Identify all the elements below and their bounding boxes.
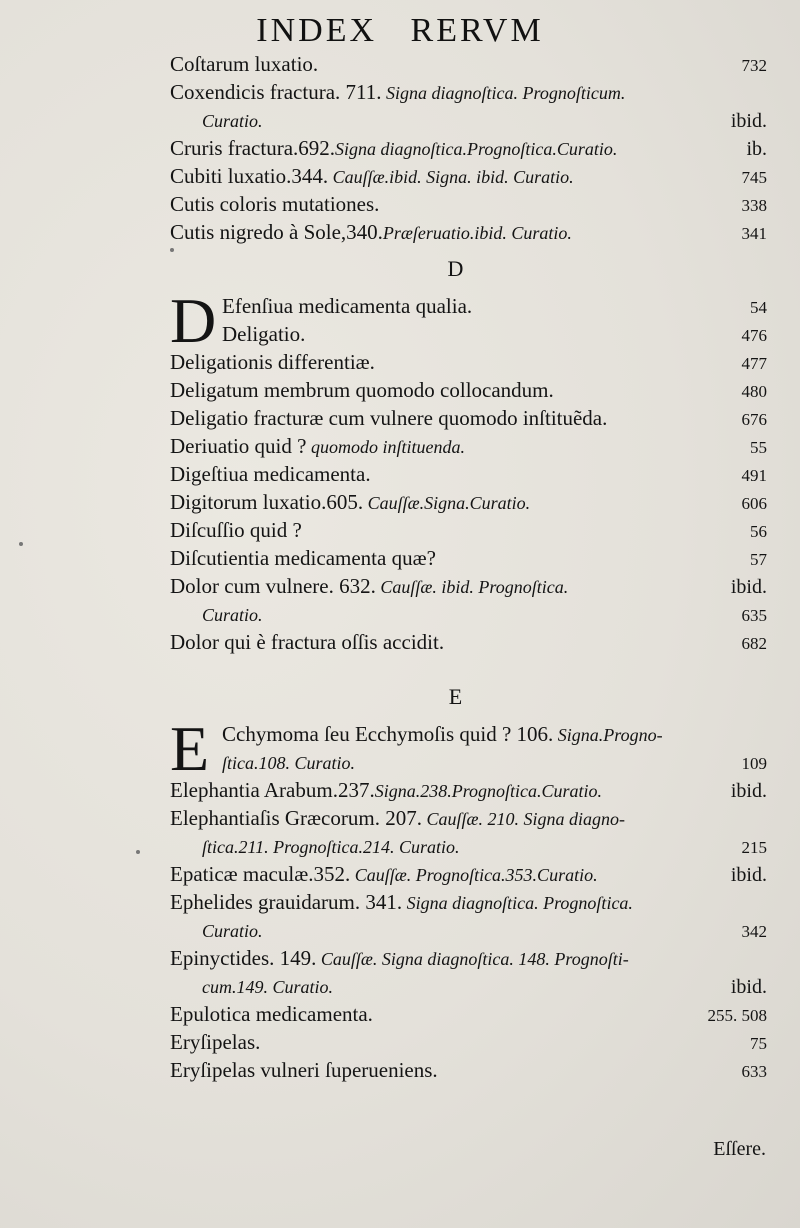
page-reference: 635	[741, 606, 767, 625]
entry-text	[170, 162, 732, 191]
entry-text	[170, 460, 732, 488]
index-entry	[170, 460, 767, 488]
page-reference: ibid.	[730, 576, 767, 598]
index-entry	[170, 218, 767, 246]
page-reference: 55	[750, 438, 767, 457]
page-reference: 682	[741, 634, 767, 653]
page-reference: 109	[741, 754, 767, 773]
page-reference: 215	[741, 838, 767, 857]
page-reference: 745	[741, 168, 767, 187]
entry-text	[170, 944, 757, 973]
index-entry	[170, 832, 767, 860]
index-entry	[170, 544, 767, 572]
entry-subterms: Signa.238.Prognoſtica.Curatio.	[374, 781, 603, 801]
entry-text	[170, 404, 732, 432]
entry-term: Digeſtiua medicamenta.	[170, 462, 371, 486]
margin-mark	[170, 248, 174, 252]
entry-term: Coxendicis fractura. 711.	[170, 80, 382, 104]
entry-text	[170, 292, 740, 320]
page-reference: 732	[741, 56, 767, 75]
page-reference: 633	[741, 1062, 767, 1081]
page-reference: 491	[741, 466, 767, 485]
index-entry	[170, 348, 767, 376]
page-reference: 57	[750, 550, 767, 569]
entry-term: Elephantia Arabum.237.	[170, 778, 375, 802]
entry-text	[170, 320, 732, 348]
entry-text	[170, 190, 732, 218]
entry-text	[170, 720, 757, 749]
entry-subterms: Cauſſæ. Signa diagnoſtica. 148. Prognoſti-	[316, 949, 629, 969]
entry-term: Efenſiua medicamenta qualia.	[222, 294, 473, 318]
index-entry	[170, 888, 767, 916]
entry-term: Cubiti luxatio.344.	[170, 164, 329, 188]
index-entry	[170, 404, 767, 432]
entry-term: Cutis coloris mutationes.	[170, 192, 380, 216]
entry-text	[170, 776, 721, 805]
entry-text	[170, 78, 757, 107]
entry-term: Deriuatio quid ?	[170, 434, 307, 458]
entry-text	[170, 600, 732, 629]
page-reference: ibid.	[730, 780, 767, 802]
entry-text	[170, 888, 757, 917]
entry-subterms: Curatio.	[202, 111, 263, 131]
entry-term: Deligationis differentiæ.	[170, 350, 375, 374]
entry-text	[170, 516, 740, 544]
entry-text	[170, 1000, 698, 1028]
index-entry	[170, 50, 767, 78]
entry-text	[170, 218, 732, 247]
header-word-rervm: RERVM	[410, 12, 544, 49]
entries-d-group	[170, 285, 767, 656]
entry-text	[170, 348, 732, 376]
margin-mark	[19, 542, 23, 546]
entry-subterms: quomodo inſtituenda.	[306, 437, 465, 457]
page-reference: ib.	[746, 138, 767, 160]
entry-term: Diſcutientia medicamenta quæ?	[170, 546, 436, 570]
entry-text	[170, 572, 721, 601]
index-entry	[170, 572, 767, 600]
page-reference: 338	[741, 196, 767, 215]
section-letter-e: E	[448, 684, 463, 709]
entry-text	[170, 432, 740, 461]
index-entry	[170, 162, 767, 190]
entry-subterms: cum.149. Curatio.	[202, 977, 334, 997]
index-entry	[170, 78, 767, 106]
index-entry	[170, 1028, 767, 1056]
entry-text	[170, 134, 736, 163]
page-reference: 75	[750, 1034, 767, 1053]
page-reference: 56	[750, 522, 767, 541]
entry-text	[170, 106, 721, 135]
entry-text	[170, 748, 732, 777]
entry-subterms: Cauſſæ. Prognoſtica.353.Curatio.	[350, 865, 598, 885]
page-reference: 54	[750, 298, 767, 317]
entry-text	[170, 1056, 732, 1084]
index-entry	[170, 488, 767, 516]
page-reference: 676	[741, 410, 767, 429]
entry-subterms: Curatio.	[202, 921, 263, 941]
entry-term: Deligatum membrum quomodo collocandum.	[170, 378, 554, 402]
entry-subterms: Præſeruatio.ibid. Curatio.	[382, 223, 572, 243]
entry-text	[170, 804, 757, 833]
running-header	[0, 12, 800, 50]
index-entry	[170, 944, 767, 972]
catchword: Eſſere.	[713, 1138, 766, 1160]
entry-term: Dolor qui è fractura oſſis accidit.	[170, 630, 445, 654]
entry-text	[170, 628, 732, 656]
entry-text	[170, 832, 732, 861]
entry-term: Coſtarum luxatio.	[170, 52, 319, 76]
entry-subterms: Cauſſæ. ibid. Prognoſtica.	[375, 577, 569, 597]
header-word-index: INDEX	[256, 12, 378, 49]
index-entry	[170, 376, 767, 404]
index-entry	[170, 916, 767, 944]
entry-subterms: Curatio.	[202, 605, 263, 625]
entry-term: Eryſipelas.	[170, 1030, 261, 1054]
index-entry	[170, 106, 767, 134]
index-entry	[170, 776, 767, 804]
entry-text	[170, 860, 721, 889]
entry-term: Digitorum luxatio.605.	[170, 490, 364, 514]
page-reference: 606	[741, 494, 767, 513]
entry-term: Cutis nigredo à Sole,340.	[170, 220, 383, 244]
entry-term: Cchymoma ſeu Ecchymoſis quid ? 106.	[222, 722, 554, 746]
index-entry	[170, 1000, 767, 1028]
entry-subterms: Signa.Progno-	[553, 725, 663, 745]
index-entry	[170, 804, 767, 832]
entry-term: Epulotica medicamenta.	[170, 1002, 373, 1026]
drop-capital: E	[170, 713, 210, 784]
index-entry	[170, 748, 767, 776]
entry-text	[170, 916, 732, 945]
page-reference: 255. 508	[707, 1006, 767, 1025]
entry-term: Dolor cum vulnere. 632.	[170, 574, 376, 598]
entry-subterms: Cauſſæ.ibid. Signa. ibid. Curatio.	[328, 167, 574, 187]
entry-subterms: Cauſſæ.Signa.Curatio.	[363, 493, 531, 513]
page-reference: 341	[741, 224, 767, 243]
section-letter-d: D	[447, 256, 464, 281]
entry-text	[170, 376, 732, 404]
entry-term: Eryſipelas vulneri ſuperueniens.	[170, 1058, 438, 1082]
index-entry	[170, 190, 767, 218]
entry-text	[170, 972, 721, 1001]
index-entry	[170, 432, 767, 460]
entry-term: Deligatio fracturæ cum vulnere quomodo inſtituẽda.	[170, 406, 608, 430]
index-entry	[170, 134, 767, 162]
entry-term: Diſcuſſio quid ?	[170, 518, 302, 542]
page-reference: 477	[741, 354, 767, 373]
index-entries	[170, 50, 767, 1084]
index-entry	[170, 860, 767, 888]
entry-term: Epinyctides. 149.	[170, 946, 317, 970]
index-entry	[170, 600, 767, 628]
entry-subterms: Signa diagnoſtica.Prognoſtica.Curatio.	[335, 139, 618, 159]
entries-c-group	[170, 50, 767, 246]
entry-text	[170, 1028, 740, 1056]
page-reference: 480	[741, 382, 767, 401]
entry-subterms: ſtica.108. Curatio.	[222, 753, 356, 773]
page-reference: ibid.	[730, 864, 767, 886]
entry-text	[170, 544, 740, 572]
entry-term: Epaticæ maculæ.352.	[170, 862, 351, 886]
index-entry	[170, 972, 767, 1000]
page-reference: ibid.	[730, 110, 767, 132]
index-entry	[170, 1056, 767, 1084]
index-entry	[170, 516, 767, 544]
entry-subterms: Signa diagnoſtica. Prognoſtica.	[402, 893, 633, 913]
entry-term: Elephantiaſis Græcorum. 207.	[170, 806, 422, 830]
entry-term: Ephelides grauidarum. 341.	[170, 890, 403, 914]
margin-mark	[136, 850, 140, 854]
page-reference: 476	[741, 326, 767, 345]
index-entry	[170, 628, 767, 656]
entry-text	[170, 488, 732, 517]
entry-subterms: Cauſſæ. 210. Signa diagno-	[421, 809, 625, 829]
page-reference: 342	[741, 922, 767, 941]
entry-subterms: ſtica.211. Prognoſtica.214. Curatio.	[202, 837, 460, 857]
entries-e-group	[170, 713, 767, 1084]
entry-term: Deligatio.	[222, 322, 306, 346]
drop-capital: D	[170, 285, 217, 356]
entry-term: Cruris fractura.692.	[170, 136, 336, 160]
page-reference: ibid.	[730, 976, 767, 998]
index-entry	[170, 320, 767, 348]
entry-text	[170, 50, 732, 78]
entry-subterms: Signa diagnoſtica. Prognoſticum.	[381, 83, 626, 103]
